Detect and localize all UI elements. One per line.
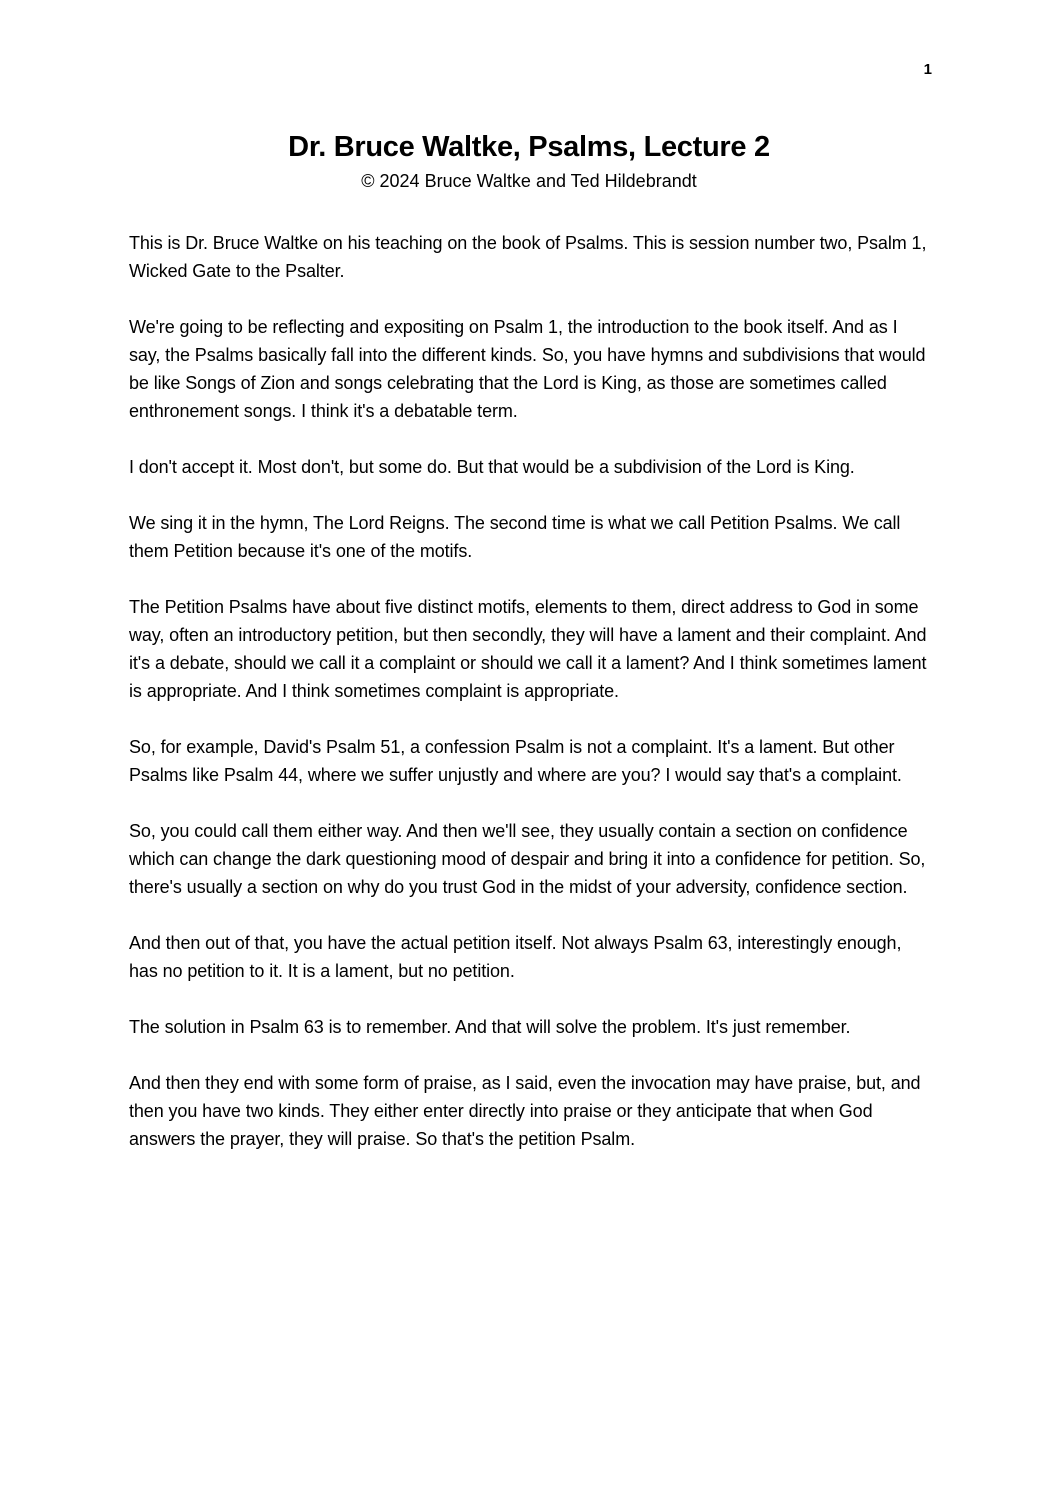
document-body bbox=[129, 229, 929, 1153]
paragraph: And then they end with some form of praise, as I said, even the invocation may have praise, but, and then you have two kinds. They either enter directly into praise or they anticipate that when God answers the prayer, they will praise. So that's the petition Psalm. bbox=[129, 1073, 921, 1149]
paragraph: The solution in Psalm 63 is to remember. And that will solve the problem. It's just remember. bbox=[129, 1017, 851, 1037]
paragraph: We're going to be reflecting and expositing on Psalm 1, the introduction to the book itself. And as I say, the Psalms basically fall into the different kinds. So, you have hymns and subdivisions that would be like Songs of Zion and songs celebrating that the Lord is King, as those are sometimes called enthronement songs. I think it's a debatable term. bbox=[129, 317, 926, 421]
document-title: Dr. Bruce Waltke, Psalms, Lecture 2 bbox=[288, 131, 770, 163]
paragraph: So, you could call them either way. And then we'll see, they usually contain a section on confidence which can change the dark questioning mood of despair and bring it into a confidence for petition. So, there's usually a section on why do you trust God in the midst of your adversity, confidence section. bbox=[129, 821, 926, 897]
paragraph: This is Dr. Bruce Waltke on his teaching on the book of Psalms. This is session number two, Psalm 1, Wicked Gate to the Psalter. bbox=[129, 233, 927, 281]
paragraph: We sing it in the hymn, The Lord Reigns. The second time is what we call Petition Psalms. We call them Petition because it's one of the motifs. bbox=[129, 513, 901, 561]
paragraph: The Petition Psalms have about five distinct motifs, elements to them, direct address to God in some way, often an introductory petition, but then secondly, they will have a lament and their complaint. And it's a debate, should we call it a complaint or should we call it a lament? And I think sometimes lament is appropriate. And I think sometimes complaint is appropriate. bbox=[129, 597, 927, 701]
paragraph: And then out of that, you have the actual petition itself. Not always Psalm 63, interestingly enough, has no petition to it. It is a lament, but no petition. bbox=[129, 933, 902, 981]
paragraph: I don't accept it. Most don't, but some do. But that would be a subdivision of the Lord is King. bbox=[129, 457, 855, 477]
paragraph: So, for example, David's Psalm 51, a confession Psalm is not a complaint. It's a lament. But other Psalms like Psalm 44, where we suffer unjustly and where are you? I would say that's a complaint. bbox=[129, 737, 902, 785]
page-number: 1 bbox=[923, 61, 932, 78]
copyright-line: © 2024 Bruce Waltke and Ted Hildebrandt bbox=[361, 171, 697, 191]
